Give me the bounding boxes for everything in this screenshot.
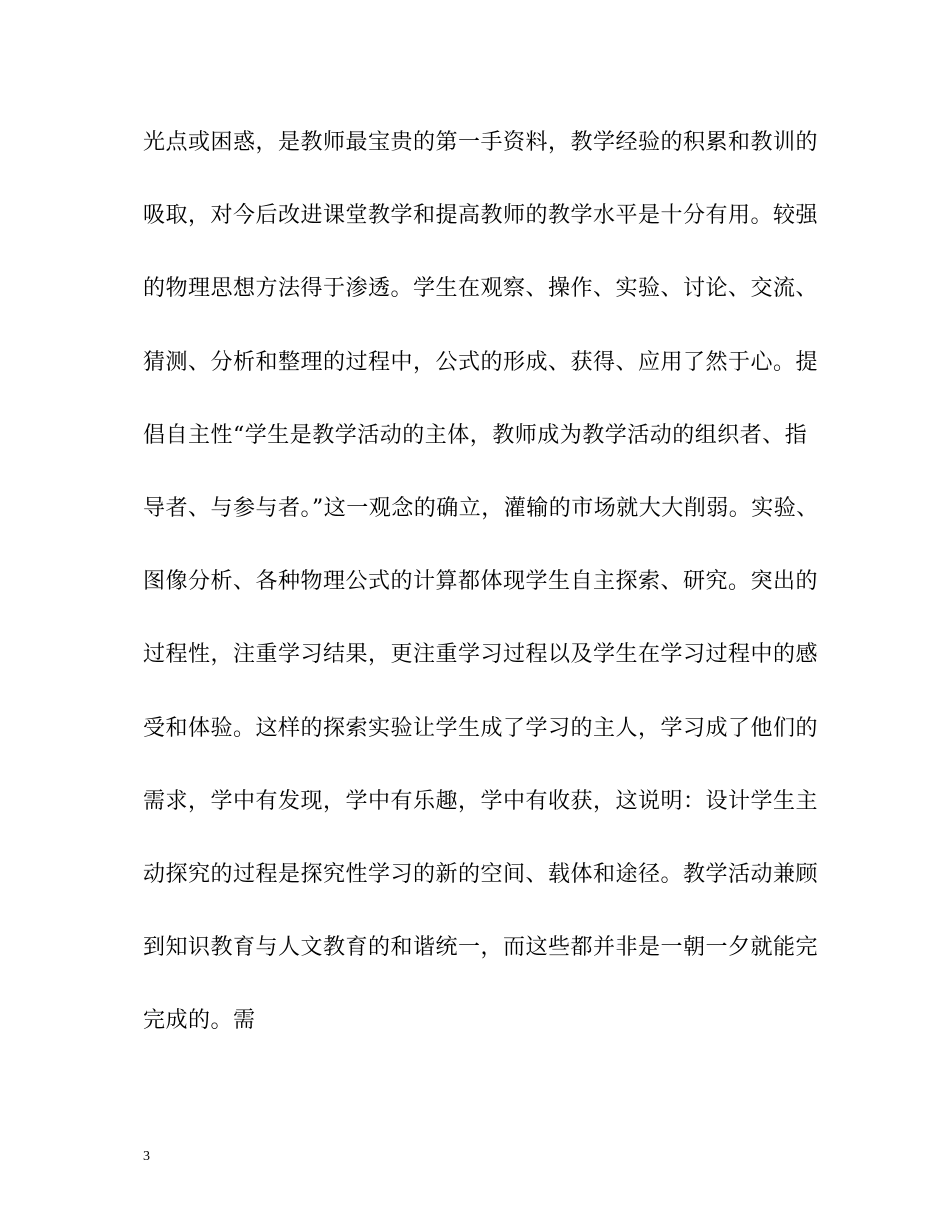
text-line: 导者、与参与者。”这一观念的确立，灌输的市场就大大削弱。实验、 [143,495,819,521]
text-line: 倡自主性“学生是教学活动的主体，教师成为教学活动的组织者、指 [143,422,808,448]
text-line: 完成的。需 [143,1008,256,1034]
text-line: 动探究的过程是探究性学习的新的空间、载体和途径。教学活动兼顾 [143,861,819,887]
text-line: 吸取，对今后改进课堂教学和提高教师的教学水平是十分有用。较强 [143,203,819,229]
text-line: 猜测、分析和整理的过程中，公式的形成、获得、应用了然于心。提 [143,349,819,375]
text-line: 的物理思想方法得于渗透。学生在观察、操作、实验、讨论、交流、 [143,276,819,302]
text-line: 过程性，注重学习结果，更注重学习过程以及学生在学习过程中的感 [143,642,819,668]
text-line: 图像分析、各种物理公式的计算都体现学生自主探索、研究。突出的 [143,569,819,595]
text-line: 光点或困惑，是教师最宝贵的第一手资料，教学经验的积累和教训的 [143,130,819,155]
page-number: 3 [143,1149,150,1164]
text-line: 受和体验。这样的探索实验让学生成了学习的主人，学习成了他们的 [143,715,819,741]
text-line: 到知识教育与人文教育的和谐统一，而这些都并非是一朝一夕就能完 [143,935,819,961]
text-line: 需求，学中有发现，学中有乐趣，学中有收获，这说明：设计学生主 [143,788,819,814]
body-paragraph [143,124,823,1075]
